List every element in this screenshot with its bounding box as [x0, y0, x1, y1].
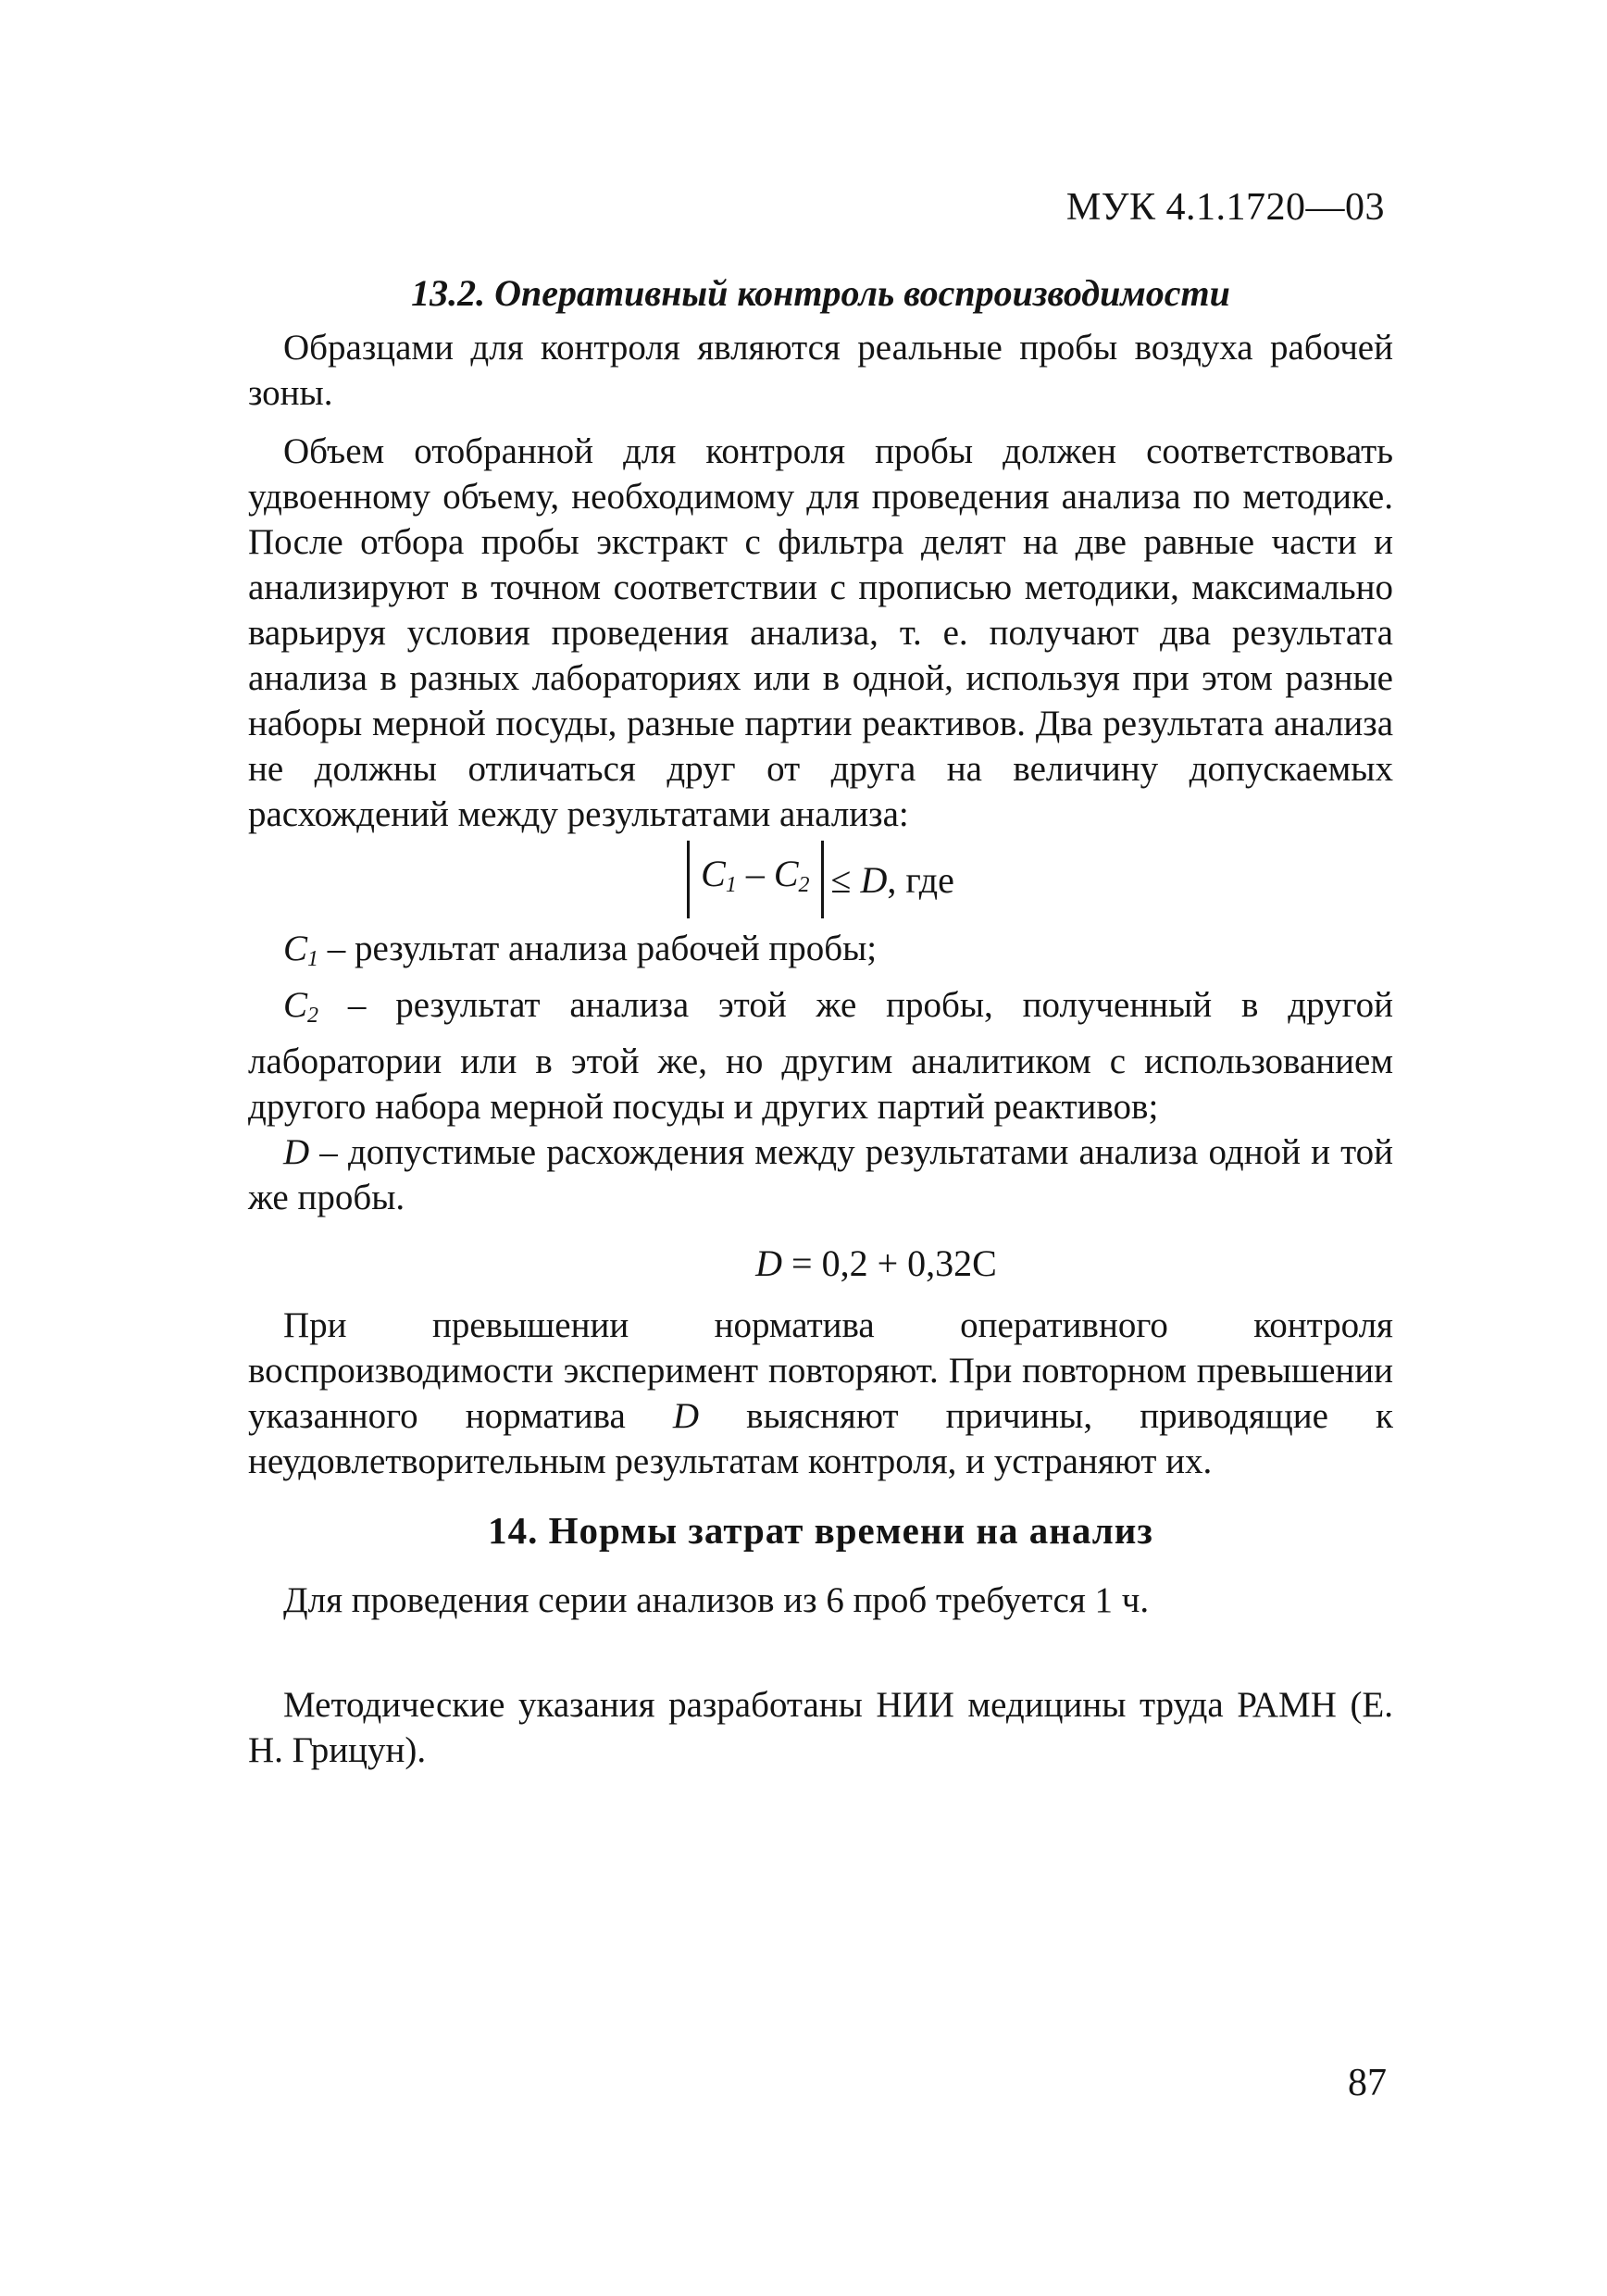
definition-c1: $C_1$ – результат анализа рабочей пробы;: [283, 929, 878, 971]
formula-permissible-discrepancy: D = 0,2 + 0,32C: [755, 1242, 997, 1284]
document-code: МУК 4.1.1720—03: [1065, 186, 1385, 229]
paragraph-developers: Методические указания разработаны НИИ медицины труда РАМН (Е. Н. Грицун).: [248, 1685, 1393, 1770]
page-content: [248, 270, 1393, 1773]
formula-reproducibility: [248, 841, 1393, 918]
paragraph-samples: Образцами для контроля являются реальные пробы воздуха рабочей зоны.: [248, 328, 1393, 413]
formula-relation: ≤ D, где: [830, 858, 954, 901]
section-heading-14: 14. Нормы затрат времени на анализ: [488, 1509, 1153, 1552]
paragraph-exceedance: При превышении норматива оперативного контроля воспроизводимости эксперимент повторяют. При повторном превышении указанного норматива D выясняют причины, приводящие к неудовлетворительным результатам контроля, и устраняют их.: [248, 1305, 1393, 1481]
absolute-value-expression: $C_1 - C_2$: [687, 841, 823, 918]
definition-c2: $C_2$ – результат анализа этой же пробы, полученный в другой лаборатории или в этой же, но другим аналитиком с использованием другого набора мерной посуды и других партий реактивов;: [248, 985, 1393, 1127]
paragraph-time-norms: Для проведения серии анализов из 6 проб требуется 1 ч.: [283, 1580, 1150, 1620]
paragraph-procedure: Объем отобранной для контроля пробы должен соответствовать удвоенному объему, необходимому для проведения анализа по методике. После отбора пробы экстракт с фильтра делят на две равные части и анализируют в точном соответствии с прописью методики, максимально варьируя условия проведения анализа, т. е. получают два результата анализа в разных лабораториях или в одной, используя при этом разные наборы мерной посуды, разные партии реактивов. Два результата анализа не должны отличаться друг от друга на величину допускаемых расхождений между результатами анализа:: [248, 431, 1393, 834]
definition-d: D – допустимые расхождения между результатами анализа одной и той же пробы.: [248, 1132, 1393, 1217]
page-number: 87: [1348, 2062, 1387, 2104]
subsection-heading-13-2: 13.2. Оперативный контроль воспроизводимости: [411, 272, 1230, 314]
